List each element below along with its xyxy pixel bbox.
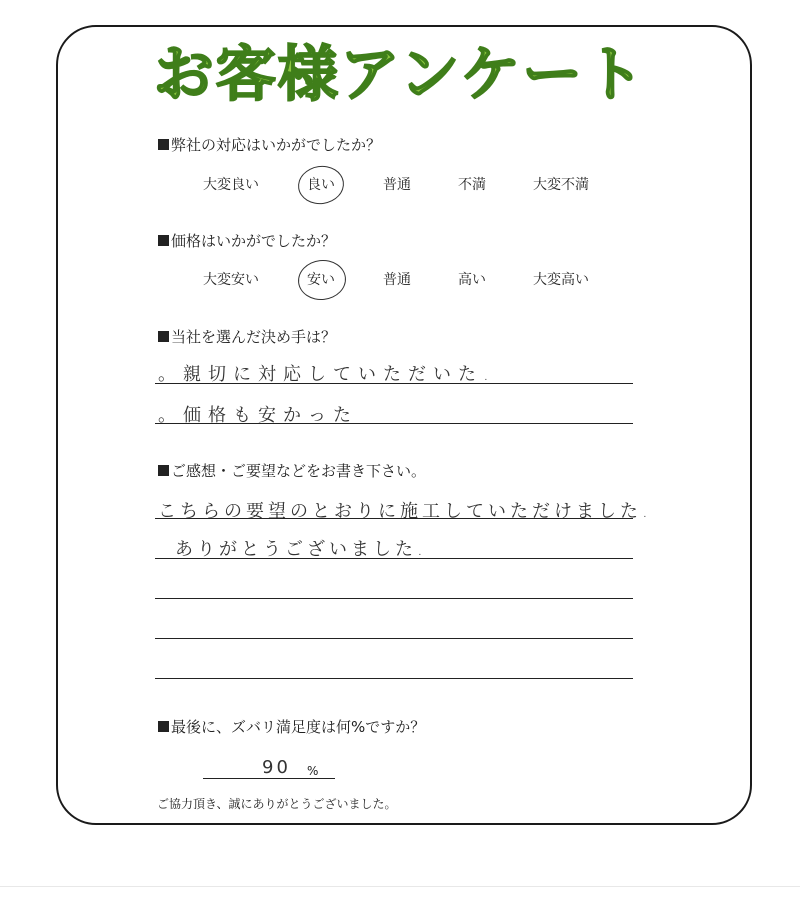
q3-answer-1: 。親切に対応していただいた.	[158, 364, 496, 385]
answer-line	[155, 558, 633, 559]
question-1	[158, 135, 381, 155]
question-3-text: 当社を選んだ決め手は？	[171, 328, 337, 346]
q3-answer-2: 。価格も安かった	[158, 405, 358, 426]
answer-line	[155, 598, 633, 599]
answer-line	[155, 518, 633, 519]
satisfaction-line	[203, 778, 335, 779]
question-4-text: ご感想・ご要望などをお書き下さい。	[171, 462, 427, 480]
question-3	[158, 327, 336, 347]
q2-option-1: 大変安い	[203, 272, 259, 288]
q4-answer-1: こちらの要望のとおりに施工していただけました.	[158, 501, 652, 522]
question-1-text: 弊社の対応はいかがでしたか？	[171, 136, 382, 154]
satisfaction-value: 90	[262, 757, 291, 778]
q1-option-4: 不満	[458, 177, 486, 193]
question-5	[158, 717, 425, 737]
page-divider	[0, 886, 800, 887]
question-2-text: 価格はいかがでしたか？	[171, 232, 337, 250]
question-2	[158, 231, 336, 251]
survey-title: お客様アンケート	[153, 40, 647, 110]
bullet-square-icon	[158, 721, 169, 732]
q1-option-2: 良い	[307, 177, 335, 193]
q4-answer-2: ありがとうございました.	[175, 539, 427, 560]
closing-text: ご協力頂き、誠にありがとうございました。	[157, 797, 397, 811]
q2-option-4: 高い	[458, 272, 486, 288]
percent-unit: %	[307, 764, 319, 778]
bullet-square-icon	[158, 235, 169, 246]
q2-option-2: 安い	[307, 272, 335, 288]
q1-option-5: 大変不満	[533, 177, 589, 193]
answer-line	[155, 383, 633, 384]
bullet-square-icon	[158, 465, 169, 476]
answer-line	[155, 423, 633, 424]
q2-option-3: 普通	[383, 272, 411, 288]
question-4	[158, 461, 426, 481]
q1-option-3: 普通	[383, 177, 411, 193]
bullet-square-icon	[158, 139, 169, 150]
answer-line	[155, 678, 633, 679]
q1-option-1: 大変良い	[203, 177, 259, 193]
q2-option-5: 大変高い	[533, 272, 589, 288]
question-5-text: 最後に、ズバリ満足度は何%ですか？	[171, 718, 426, 736]
answer-line	[155, 638, 633, 639]
bullet-square-icon	[158, 331, 169, 342]
